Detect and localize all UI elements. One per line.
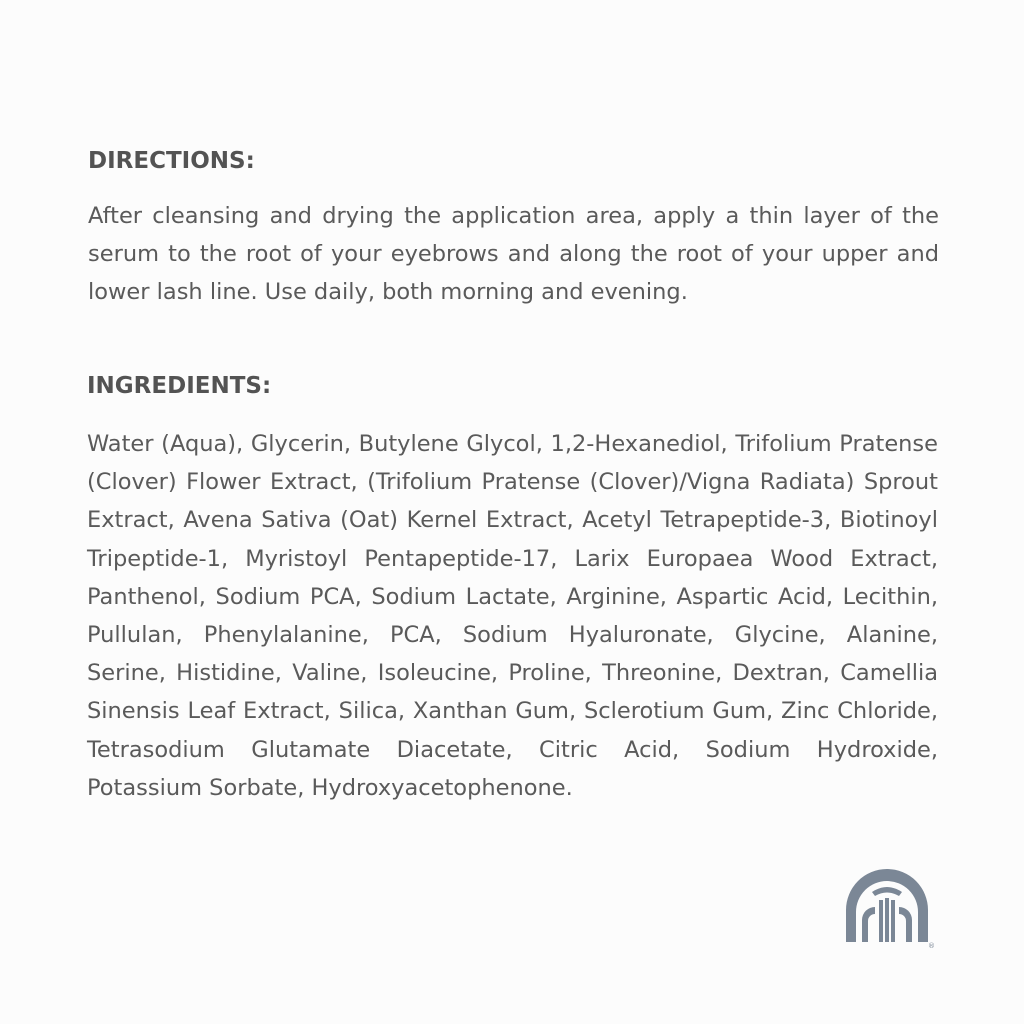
directions-heading: DIRECTIONS: [88,148,255,174]
directions-text: After cleansing and drying the application area, apply a thin layer of the serum to the root of your eyebrows and along the root of your upper and lower lash line. Use daily, both morning and evening. [88,203,939,306]
ingredients-text: Water (Aqua), Glycerin, Butylene Glycol, 1,2-Hexanediol, Trifolium Pratense (Clover) Flower Extract, (Trifolium Pratense (Clover)/Vigna Radiata) Sprout Extract, Avena Sativa (Oat) Kernel Extract, Acetyl Tetrapeptide-3, Biotinoyl Tripeptide-1, Myristoyl Pentapeptide-17, Larix Europaea Wood Extract, Panthenol, Sodium PCA, Sodium Lactate, Arginine, Aspartic Acid, Lecithin, Pullulan, Phenylalanine, PCA, Sodium Hyaluronate, Glycine, Alanine, Serine, Histidine, Valine, Isoleucine, Proline, Threonine, Dextran, Camellia Sinensis Leaf Extract, Silica, Xanthan Gum, Sclerotium Gum, Zinc Chloride, Tetrasodium Glutamate Diacetate, Citric Acid, Sodium Hydroxide, Potassium Sorbate, Hydroxyacetophenone. [87,431,938,801]
registered-mark: ® [928,942,935,950]
brand-logo-icon [842,862,935,952]
ingredients-heading: INGREDIENTS: [87,373,272,399]
